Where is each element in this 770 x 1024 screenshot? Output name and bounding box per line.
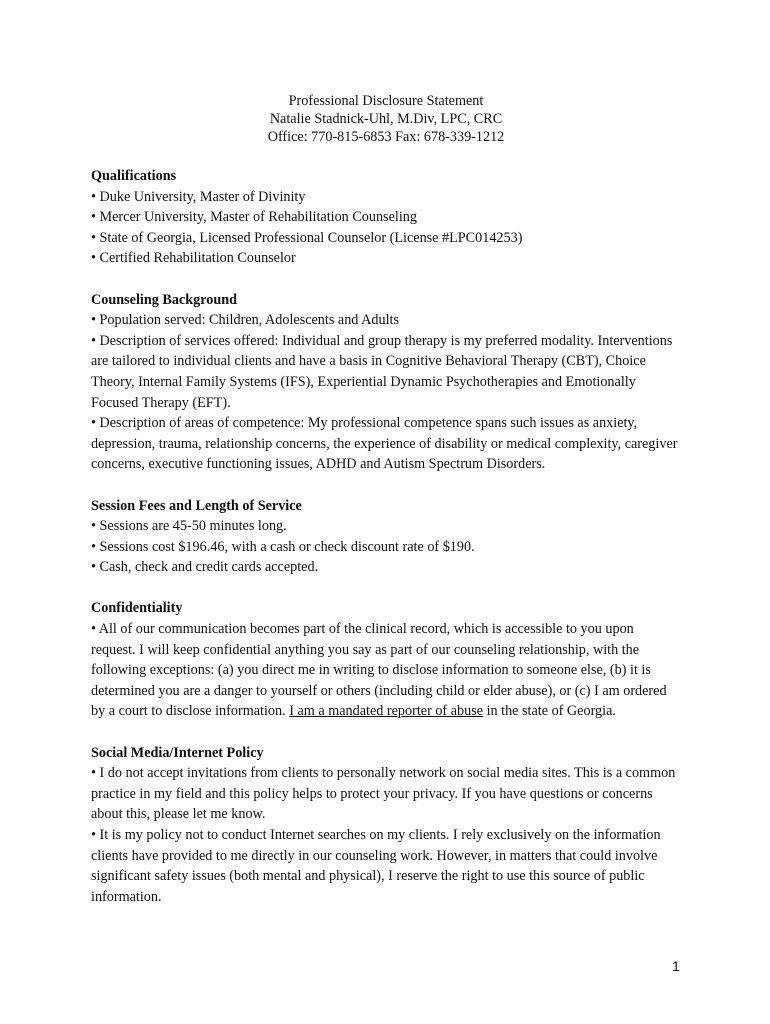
fee-item: • Sessions cost $196.46, with a cash or check discount rate of $190. — [91, 538, 475, 555]
social-media-invitations: • I do not accept invitations from clients to personally network on social media sites. This is a common practice in my field and this policy helps to protect your privacy. If you have questions or concerns about this, please let me know. — [91, 765, 676, 823]
contact-line: Office: 770-815-6853 Fax: 678-339-1212 — [267, 129, 505, 145]
services-offered: • Description of services offered: Individual and group therapy is my preferred modality. Interventions are tailored to individual clients and have a basis in Cognitive Behavioral Therapy (CBT), Choice Theory, Internal Family Systems (IFS), Experiential Dynamic Psychotherapies and Emotionally Focused Therapy (EFT). — [91, 332, 673, 411]
confidentiality-paragraph — [91, 619, 681, 722]
qualification-item: • Duke University, Master of Divinity — [91, 188, 306, 205]
confidentiality-heading: Confidentiality — [91, 600, 183, 617]
document-header — [91, 92, 681, 146]
population-served: • Population served: Children, Adolescents and Adults — [91, 312, 399, 329]
qualifications-heading: Qualifications — [91, 168, 177, 184]
confidentiality-section — [91, 598, 681, 722]
counseling-background-heading: Counseling Background — [91, 291, 237, 308]
mandated-reporter-text: I am a mandated reporter of abuse — [289, 703, 484, 720]
document-title: Professional Disclosure Statement — [288, 93, 484, 109]
qualification-item: • Mercer University, Master of Rehabilitation Counseling — [91, 209, 417, 226]
fee-item: • Cash, check and credit cards accepted. — [91, 559, 319, 576]
qualification-item: • Certified Rehabilitation Counselor — [91, 250, 296, 267]
qualifications-section — [91, 166, 681, 269]
document-body — [91, 92, 681, 928]
qualification-item: • State of Georgia, Licensed Professional Counselor (License #LPC014253) — [91, 229, 523, 246]
confidentiality-text-end: in the state of Georgia. — [483, 703, 616, 720]
counseling-background-section — [91, 290, 681, 475]
page-number: 1 — [672, 958, 680, 974]
social-media-heading: Social Media/Internet Policy — [91, 744, 264, 761]
fees-heading: Session Fees and Length of Service — [91, 497, 302, 514]
counselor-name: Natalie Stadnick-Uhl, M.Div, LPC, CRC — [269, 111, 503, 127]
fees-section — [91, 496, 681, 578]
internet-search-policy: • It is my policy not to conduct Internet searches on my clients. I rely exclusively on the information clients have provided to me directly in our counseling work. However, in matters that could involve significant safety issues (both mental and physical), I reserve the right to use this source of public information. — [91, 827, 661, 905]
fee-item: • Sessions are 45-50 minutes long. — [91, 518, 287, 535]
areas-of-competence: • Description of areas of competence: My professional competence spans such issues as anxiety, depression, trauma, relationship concerns, the experience of disability or medical complexity, caregiver concerns, executive functioning issues, ADHD and Autism Spectrum Disorders. — [91, 415, 678, 473]
confidentiality-text: • All of our communication becomes part of the clinical record, which is accessible to you upon request. I will keep confidential anything you say as part of our counseling relationship, with the following exceptions: (a) you direct me in writing to disclose information to someone else, (b) it is determined you are a danger to yourself or others (including child or elder abuse), or (c) I am ordered by a court to disclose information. — [91, 621, 667, 720]
social-media-section — [91, 743, 681, 908]
